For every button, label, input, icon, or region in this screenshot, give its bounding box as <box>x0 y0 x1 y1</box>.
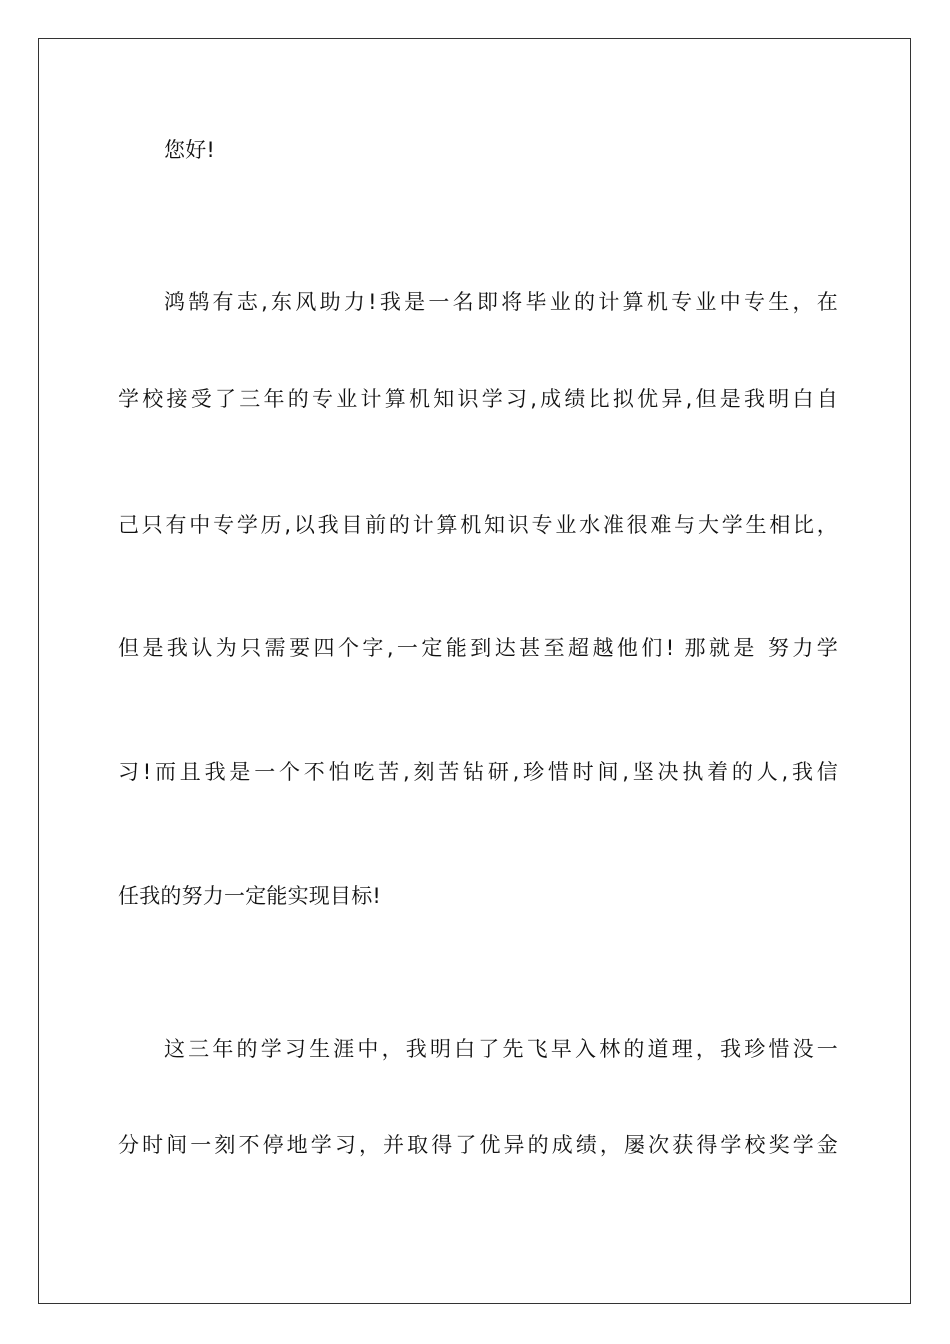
paragraph-line-1: 鸿鹄有志,东风助力!我是一名即将毕业的计算机专业中专生，在 <box>164 290 838 314</box>
paragraph-line-2: 学校接受了三年的专业计算机知识学习,成绩比拟优异,但是我明白自 <box>118 387 838 411</box>
greeting: 您好! <box>164 138 216 162</box>
paragraph-line-7: 这三年的学习生涯中，我明白了先飞早入林的道理，我珍惜没一 <box>164 1037 838 1061</box>
paragraph-line-8: 分时间一刻不停地学习，并取得了优异的成绩，屡次获得学校奖学金 <box>118 1133 838 1157</box>
paragraph-line-4: 但是我认为只需要四个字,一定能到达甚至超越他们! 那就是 努力学 <box>118 636 838 660</box>
paragraph-line-5: 习!而且我是一个不怕吃苦,刻苦钻研,珍惜时间,坚决执着的人,我信 <box>118 760 838 784</box>
paragraph-line-6: 任我的努力一定能实现目标! <box>118 884 382 908</box>
paragraph-line-3: 己只有中专学历,以我目前的计算机知识专业水准很难与大学生相比， <box>118 513 838 537</box>
page-border <box>38 38 911 1304</box>
